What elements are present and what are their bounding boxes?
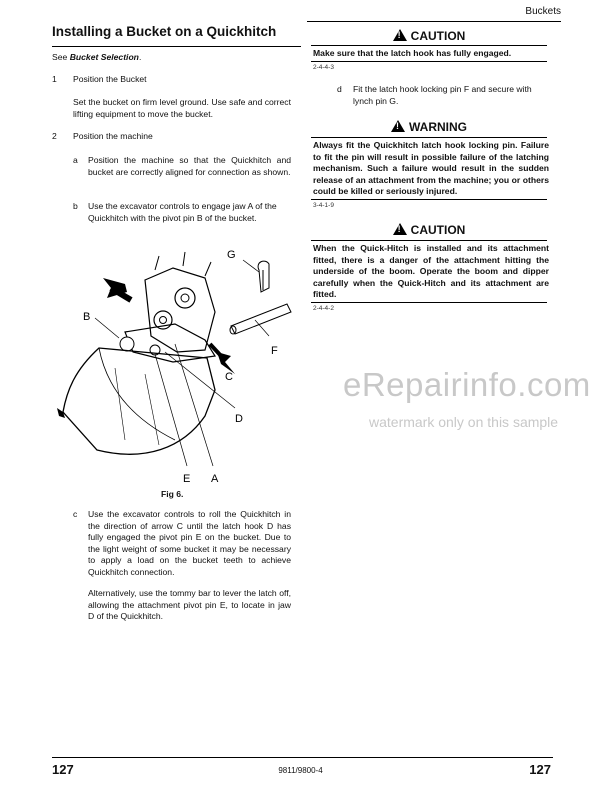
document-code: 9811/9800-4 bbox=[278, 766, 323, 775]
warning-heading: !WARNING bbox=[311, 120, 547, 134]
substep-b-text: Use the excavator controls to engage jaw A of the Quickhitch with the pivot pin B of the bucket. bbox=[88, 201, 277, 223]
caution-2-text: When the Quick-Hitch is installed and its attachment fitted, there is a danger of the attachment hitting the underside of the boom. Operate the boom and dipper carefully when the Quick-Hitch and its attachment are fitted. bbox=[313, 243, 549, 300]
page-title: Installing a Bucket on a Quickhitch bbox=[52, 24, 277, 39]
label-c: C bbox=[225, 371, 233, 383]
page-number-right: 127 bbox=[529, 762, 551, 777]
page-number-left: 127 bbox=[52, 762, 74, 777]
arm-line-3 bbox=[205, 262, 211, 276]
step-1-body: Set the bucket on firm level ground. Use safe and correct lifting equipment to move the bucket. bbox=[73, 97, 291, 119]
arm-line-2 bbox=[183, 252, 185, 266]
bucket-selection-link[interactable]: Bucket Selection bbox=[69, 52, 139, 62]
intro-line bbox=[52, 52, 141, 64]
substep-a-text: Position the machine so that the Quickhitch and bucket are correctly aligned for connection as shown. bbox=[88, 155, 291, 177]
caution-heading-2: !CAUTION bbox=[311, 223, 547, 237]
watermark-brand: eRepairinfo.com bbox=[343, 366, 591, 403]
bucket-line-1 bbox=[115, 368, 125, 440]
caution-1-ref: 2-4-4-3 bbox=[313, 64, 334, 71]
label-d: D bbox=[235, 413, 243, 425]
pivot-pin-b bbox=[120, 337, 134, 351]
watermark-note: watermark only on this sample bbox=[369, 414, 559, 430]
step-1-number: 1 bbox=[52, 74, 57, 84]
caution-1-bottom-rule bbox=[311, 61, 547, 62]
bucket-edge bbox=[99, 348, 175, 440]
warning-triangle-icon bbox=[391, 120, 405, 132]
substep-c-text2: Alternatively, use the tommy bar to lever the latch off, allowing the attachment pivot pin E, to locate in jaw D of the Quickhitch. bbox=[88, 588, 291, 622]
quickhitch-figure bbox=[55, 240, 300, 488]
substep-b-letter: b bbox=[73, 201, 78, 211]
warning-ref: 3-4-1-9 bbox=[313, 202, 334, 209]
caution-1-text: Make sure that the latch hook has fully engaged. bbox=[313, 48, 512, 58]
locking-pin-f bbox=[231, 304, 291, 334]
substep-c-text: Use the excavator controls to roll the Quickhitch in the direction of arrow C until the latch hook D has fully engaged the pivot pin E on the bucket. Due to the light weight of some bucket it may be necessary to apply a load on the bucket teeth to achieve Quickhitch connection. bbox=[88, 509, 291, 577]
label-g: G bbox=[227, 249, 236, 261]
hitch-pivot-upper bbox=[175, 288, 195, 308]
leader-a bbox=[175, 344, 213, 466]
bucket-line-2 bbox=[145, 374, 159, 445]
label-a: A bbox=[211, 473, 219, 485]
leader-g bbox=[243, 260, 259, 272]
footer-rule bbox=[52, 757, 553, 758]
title-rule bbox=[52, 46, 301, 47]
substep-c-letter: c bbox=[73, 509, 78, 519]
substep-a-letter: a bbox=[73, 155, 78, 165]
section-header: Buckets bbox=[525, 6, 561, 17]
figure-caption: Fig 6. bbox=[161, 489, 184, 499]
caution-heading-1: !CAUTION bbox=[311, 29, 547, 43]
bucket bbox=[63, 348, 215, 454]
warning-triangle-icon bbox=[393, 223, 407, 235]
substep-d-letter: d bbox=[337, 84, 342, 94]
leader-f bbox=[255, 320, 269, 336]
caution-2-bottom-rule bbox=[311, 302, 547, 303]
caution-2-top-rule bbox=[311, 240, 547, 241]
header-rule bbox=[307, 21, 561, 22]
label-f: F bbox=[271, 345, 278, 357]
step-1-heading: Position the Bucket bbox=[73, 74, 147, 84]
step-2-number: 2 bbox=[52, 131, 57, 141]
label-e: E bbox=[183, 473, 191, 485]
warning-top-rule bbox=[311, 137, 547, 138]
label-b: B bbox=[83, 311, 91, 323]
substep-d-text: Fit the latch hook locking pin F and secure with lynch pin G. bbox=[353, 84, 532, 106]
lynch-pin-g bbox=[258, 261, 269, 292]
warning-bottom-rule bbox=[311, 199, 547, 200]
intro-prefix: See bbox=[52, 52, 70, 62]
caution-1-top-rule bbox=[311, 45, 547, 46]
intro-suffix: . bbox=[138, 52, 142, 62]
step-2-heading: Position the machine bbox=[73, 131, 153, 141]
warning-triangle-icon bbox=[393, 29, 407, 41]
arm-line-1 bbox=[155, 256, 159, 270]
warning-text: Always fit the Quickhitch latch hook locking pin. Failure to fit the pin will result in possible failure of the latching mechanism. Such a failure would result in the sudden release of an attachment from the machine; you or others could be killed or seriously injured. bbox=[313, 140, 549, 197]
caution-2-ref: 2-4-4-2 bbox=[313, 305, 334, 312]
leader-b bbox=[95, 318, 119, 338]
